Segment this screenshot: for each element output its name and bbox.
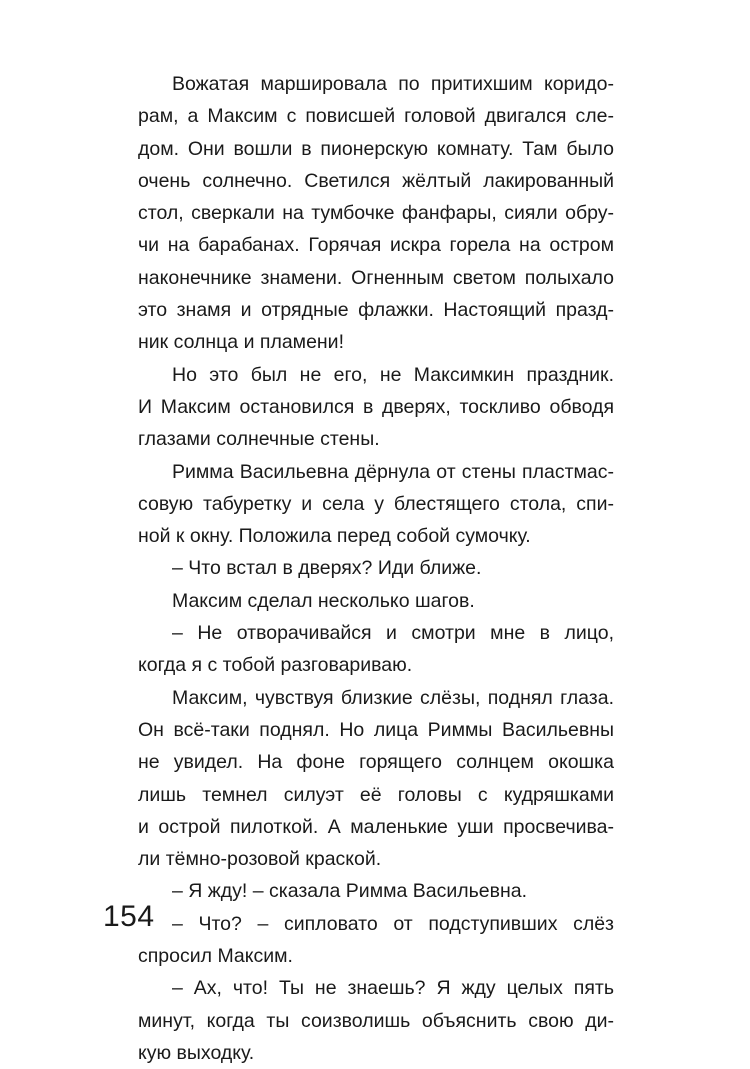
page-number: 154 [103,900,155,933]
text-line: – Что встал в дверях? Иди ближе. [172,557,482,580]
text-line: лишь темнел силуэт её головы с кудряшками [138,783,614,806]
text-line: ли тёмно-розовой краской. [138,848,382,871]
text-line: спросил Максим. [138,945,293,968]
text-line: Римма Васильевна дёрнула от стены пластмас- [172,460,614,483]
text-line: глазами солнечные стены. [138,428,380,451]
text-line: кую выходку. [138,1041,255,1064]
text-line: – Ах, что! Ты не знаешь? Я жду целых пять [172,977,614,1000]
text-line: совую табуретку и села у блестящего стола, спи- [138,492,614,515]
text-line: Но это был не его, не Максимкин праздник. [172,363,614,386]
text-line: рам, а Максим с повисшей головой двигался сле- [138,105,614,128]
text-line: ник солнца и пламени! [138,331,344,354]
text-line: не увидел. На фоне горящего солнцем окошка [138,751,614,774]
text-line: и острой пилоткой. А маленькие уши просвечива- [138,815,614,838]
text-line: ной к окну. Положила перед собой сумочку. [138,525,531,548]
text-line: это знамя и отрядные флажки. Настоящий празд- [138,299,614,322]
text-line: – Я жду! – сказала Римма Васильевна. [172,880,528,903]
text-line: Он всё-таки поднял. Но лица Риммы Васильевны [138,718,614,741]
text-line: чи на барабанах. Горячая искра горела на остром [138,234,614,257]
text-line: дом. Они вошли в пионерскую комнату. Там было [138,137,614,160]
text-line: Максим сделал несколько шагов. [172,589,475,612]
text-line: Вожатая маршировала по притихшим коридо- [172,73,614,95]
text-line: И Максим остановился в дверях, тоскливо обводя [138,395,614,418]
text-line: когда я с тобой разговариваю. [138,654,413,677]
text-line: наконечнике знамени. Огненным светом полыхало [138,266,614,289]
text-line: – Что? – сипловато от подступивших слёз [172,912,614,935]
text-line: стол, сверкали на тумбочке фанфары, сияли обру- [138,202,614,225]
text-line: минут, когда ты соизволишь объяснить свою ди- [138,1009,614,1032]
body-text [138,68,614,1069]
text-line: очень солнечно. Светился жёлтый лакированный [138,169,614,192]
text-line: Максим, чувствуя близкие слёзы, поднял глаза. [172,686,614,709]
text-line: – Не отворачивайся и смотри мне в лицо, [172,622,614,645]
